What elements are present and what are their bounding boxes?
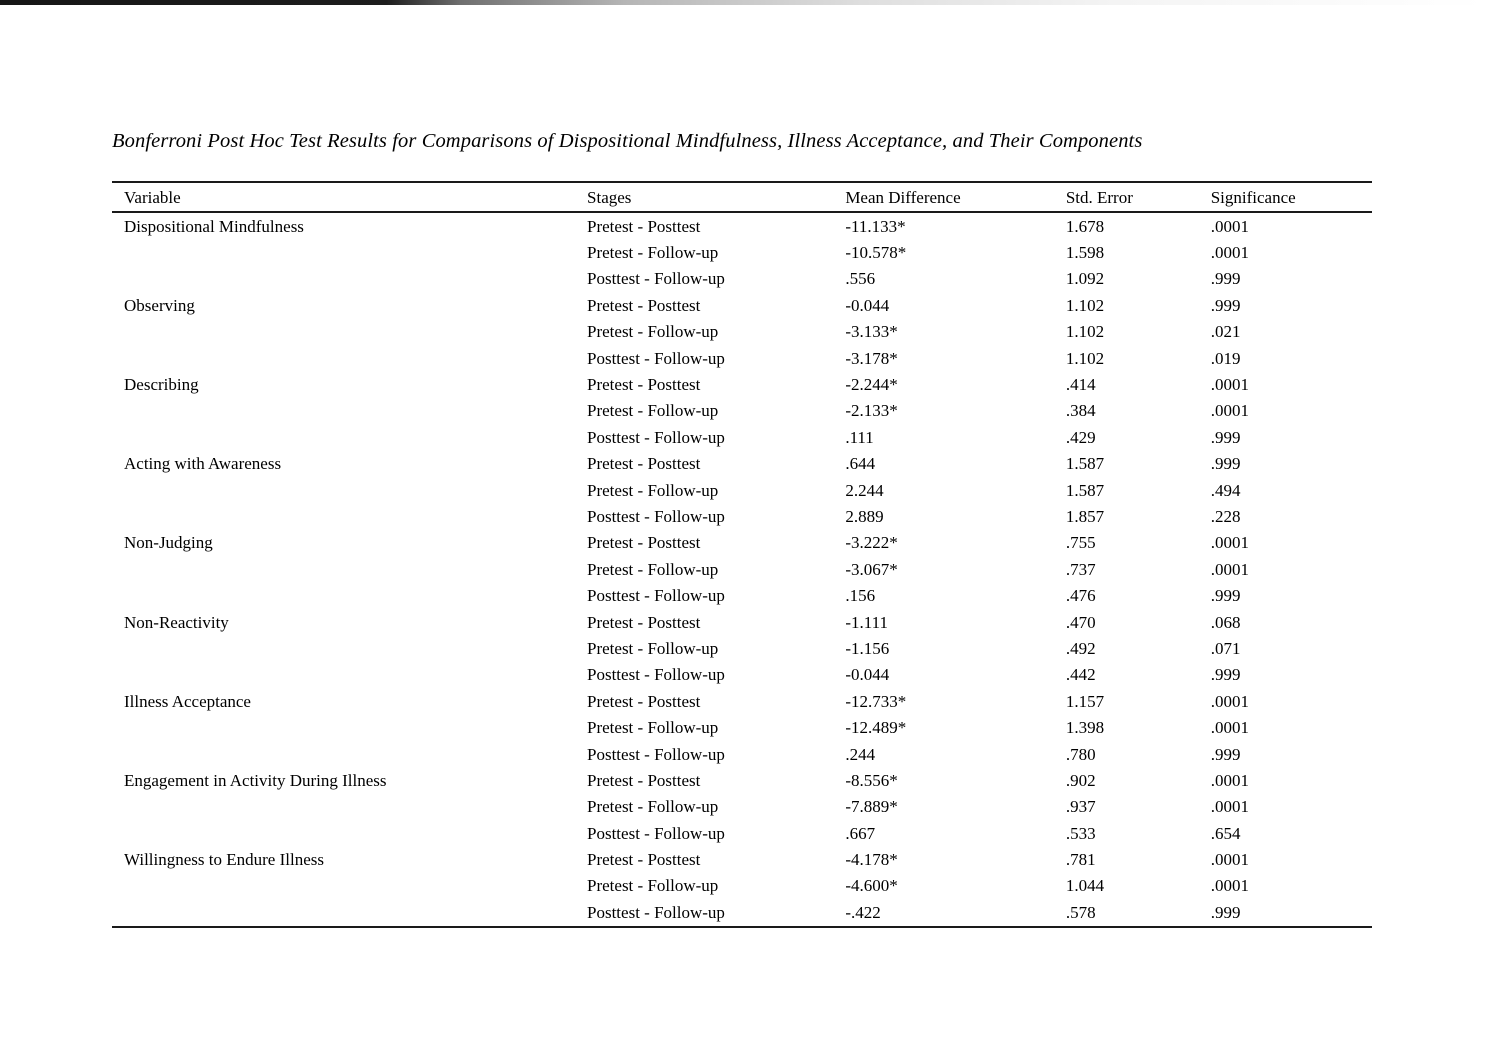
cell-variable: Describing (124, 375, 199, 395)
cell-significance: .0001 (1210, 770, 1249, 790)
cell-significance: .0001 (1210, 559, 1249, 579)
cell-mean-difference: 2.244 (845, 480, 884, 500)
cell-mean-difference: -7.889* (845, 797, 898, 817)
table-row (112, 556, 1372, 582)
table-row (112, 582, 1372, 608)
cell-std-error: .442 (1065, 665, 1096, 685)
table-row (112, 530, 1372, 556)
table-row (112, 899, 1372, 925)
cell-mean-difference: 2.889 (845, 506, 884, 526)
cell-mean-difference: .667 (845, 823, 876, 843)
cell-mean-difference: -0.044 (845, 295, 890, 315)
cell-mean-difference: -3.133* (845, 322, 898, 342)
cell-mean-difference: .556 (845, 269, 876, 289)
cell-variable: Non-Judging (124, 533, 213, 553)
cell-mean-difference: -1.111 (845, 612, 888, 632)
cell-mean-difference: -.422 (845, 902, 881, 922)
cell-significance: .0001 (1210, 533, 1249, 553)
cell-significance: .0001 (1210, 401, 1249, 421)
cell-mean-difference: -4.178* (845, 850, 898, 870)
cell-std-error: 1.587 (1065, 480, 1105, 500)
cell-std-error: 1.044 (1065, 876, 1105, 896)
cell-significance: .0001 (1210, 718, 1249, 738)
table-row (112, 741, 1372, 767)
cell-std-error: 1.092 (1065, 269, 1105, 289)
cell-std-error: .781 (1065, 850, 1096, 870)
cell-stages: Pretest - Posttest (587, 612, 701, 632)
results-table (112, 181, 1372, 928)
table-row (112, 820, 1372, 846)
table-row (112, 213, 1372, 239)
table-title: Bonferroni Post Hoc Test Results for Comparisons of Dispositional Mindfulness, Illness Acceptance, and Their Components (112, 130, 1143, 152)
cell-variable: Willingness to Endure Illness (124, 850, 324, 870)
table-row (112, 609, 1372, 635)
cell-stages: Pretest - Follow-up (587, 876, 719, 896)
cell-variable: Dispositional Mindfulness (124, 216, 304, 236)
cell-mean-difference: -8.556* (845, 770, 898, 790)
cell-variable: Engagement in Activity During Illness (124, 770, 387, 790)
cell-std-error: .755 (1065, 533, 1096, 553)
column-header-variable: Variable (124, 187, 181, 207)
cell-std-error: 1.102 (1065, 348, 1105, 368)
cell-significance: .0001 (1210, 797, 1249, 817)
table-body (112, 213, 1372, 926)
cell-stages: Pretest - Follow-up (587, 797, 719, 817)
cell-significance: .0001 (1210, 876, 1249, 896)
cell-mean-difference: -4.600* (845, 876, 898, 896)
cell-mean-difference: -11.133* (845, 216, 906, 236)
cell-std-error: .492 (1065, 638, 1096, 658)
cell-mean-difference: -3.067* (845, 559, 898, 579)
cell-significance: .068 (1210, 612, 1241, 632)
cell-significance: .0001 (1210, 691, 1249, 711)
cell-stages: Pretest - Posttest (587, 216, 701, 236)
cell-stages: Posttest - Follow-up (587, 506, 725, 526)
cell-stages: Pretest - Posttest (587, 691, 701, 711)
cell-stages: Posttest - Follow-up (587, 902, 725, 922)
cell-mean-difference: .244 (845, 744, 876, 764)
cell-mean-difference: .156 (845, 586, 876, 606)
cell-std-error: 1.398 (1065, 718, 1105, 738)
cell-significance: .0001 (1210, 243, 1249, 263)
table-row (112, 292, 1372, 318)
cell-significance: .021 (1210, 322, 1241, 342)
cell-std-error: 1.598 (1065, 243, 1105, 263)
cell-std-error: .780 (1065, 744, 1096, 764)
table-row (112, 662, 1372, 688)
table-row (112, 846, 1372, 872)
cell-std-error: .429 (1065, 427, 1096, 447)
cell-std-error: 1.678 (1065, 216, 1105, 236)
cell-stages: Pretest - Follow-up (587, 322, 719, 342)
cell-variable: Illness Acceptance (124, 691, 251, 711)
cell-std-error: 1.102 (1065, 322, 1105, 342)
cell-variable: Acting with Awareness (124, 454, 282, 474)
table-row (112, 266, 1372, 292)
cell-stages: Posttest - Follow-up (587, 823, 725, 843)
cell-significance: .999 (1210, 454, 1241, 474)
table-row (112, 714, 1372, 740)
cell-std-error: .937 (1065, 797, 1096, 817)
cell-std-error: 1.157 (1065, 691, 1105, 711)
cell-mean-difference: -2.133* (845, 401, 898, 421)
cell-std-error: .414 (1065, 375, 1096, 395)
cell-mean-difference: -2.244* (845, 375, 898, 395)
table-row (112, 767, 1372, 793)
cell-variable: Non-Reactivity (124, 612, 229, 632)
cell-significance: .999 (1210, 586, 1241, 606)
cell-stages: Posttest - Follow-up (587, 665, 725, 685)
table-row (112, 635, 1372, 661)
cell-std-error: .476 (1065, 586, 1096, 606)
cell-significance: .071 (1210, 638, 1241, 658)
cell-significance: .019 (1210, 348, 1241, 368)
table-header-row (112, 183, 1372, 213)
cell-stages: Pretest - Follow-up (587, 243, 719, 263)
cell-mean-difference: -12.489* (845, 718, 907, 738)
cell-significance: .0001 (1210, 375, 1249, 395)
column-header-stages: Stages (587, 187, 632, 207)
cell-stages: Pretest - Posttest (587, 770, 701, 790)
cell-mean-difference: -3.222* (845, 533, 898, 553)
cell-std-error: 1.587 (1065, 454, 1105, 474)
cell-std-error: 1.102 (1065, 295, 1105, 315)
table-row (112, 503, 1372, 529)
table-row (112, 688, 1372, 714)
table-row (112, 398, 1372, 424)
cell-significance: .999 (1210, 665, 1241, 685)
cell-stages: Pretest - Follow-up (587, 480, 719, 500)
cell-std-error: .470 (1065, 612, 1096, 632)
cell-significance: .999 (1210, 744, 1241, 764)
cell-significance: .999 (1210, 269, 1241, 289)
cell-variable: Observing (124, 295, 195, 315)
cell-stages: Pretest - Follow-up (587, 718, 719, 738)
cell-stages: Pretest - Follow-up (587, 559, 719, 579)
cell-significance: .0001 (1210, 216, 1249, 236)
cell-stages: Pretest - Follow-up (587, 638, 719, 658)
cell-stages: Pretest - Posttest (587, 850, 701, 870)
column-header-mean-difference: Mean Difference (845, 187, 961, 207)
table-row (112, 239, 1372, 265)
table-row (112, 424, 1372, 450)
cell-mean-difference: .111 (845, 427, 874, 447)
cell-significance: .494 (1210, 480, 1241, 500)
cell-std-error: .578 (1065, 902, 1096, 922)
cell-stages: Posttest - Follow-up (587, 269, 725, 289)
cell-significance: .228 (1210, 506, 1241, 526)
table-row (112, 345, 1372, 371)
cell-significance: .0001 (1210, 850, 1249, 870)
cell-std-error: .737 (1065, 559, 1096, 579)
table-row (112, 451, 1372, 477)
column-header-std-error: Std. Error (1065, 187, 1133, 207)
cell-mean-difference: -1.156 (845, 638, 890, 658)
cell-stages: Pretest - Posttest (587, 454, 701, 474)
cell-std-error: .533 (1065, 823, 1096, 843)
cell-stages: Pretest - Posttest (587, 295, 701, 315)
cell-stages: Posttest - Follow-up (587, 348, 725, 368)
table-row (112, 371, 1372, 397)
cell-mean-difference: -3.178* (845, 348, 898, 368)
window-top-edge-shadow (0, 0, 1486, 5)
cell-mean-difference: -0.044 (845, 665, 890, 685)
cell-significance: .654 (1210, 823, 1241, 843)
cell-std-error: .902 (1065, 770, 1096, 790)
cell-stages: Pretest - Follow-up (587, 401, 719, 421)
cell-stages: Pretest - Posttest (587, 375, 701, 395)
table-row (112, 794, 1372, 820)
cell-stages: Posttest - Follow-up (587, 427, 725, 447)
cell-stages: Posttest - Follow-up (587, 744, 725, 764)
cell-significance: .999 (1210, 295, 1241, 315)
table-row (112, 873, 1372, 899)
table-row (112, 477, 1372, 503)
column-header-significance: Significance (1210, 187, 1296, 207)
cell-significance: .999 (1210, 427, 1241, 447)
cell-significance: .999 (1210, 902, 1241, 922)
cell-std-error: .384 (1065, 401, 1096, 421)
cell-mean-difference: .644 (845, 454, 876, 474)
table-row (112, 319, 1372, 345)
cell-stages: Pretest - Posttest (587, 533, 701, 553)
cell-mean-difference: -12.733* (845, 691, 907, 711)
cell-mean-difference: -10.578* (845, 243, 907, 263)
cell-std-error: 1.857 (1065, 506, 1105, 526)
cell-stages: Posttest - Follow-up (587, 586, 725, 606)
